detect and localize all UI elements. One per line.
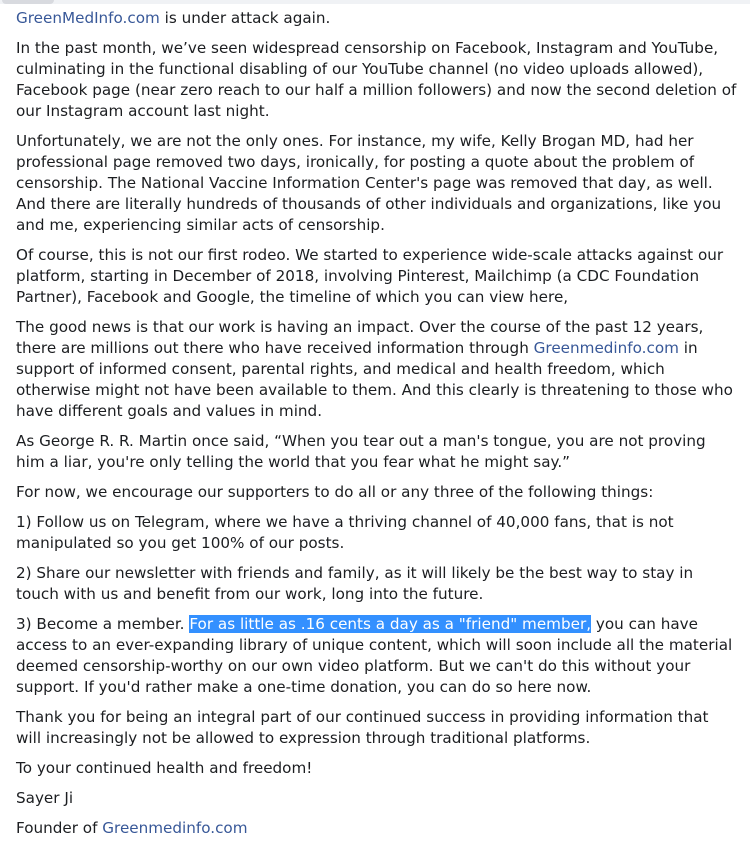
paragraph-good-news	[16, 317, 738, 422]
founder-text: Founder of	[16, 819, 103, 837]
membership-text-after: you can have access to an ever-expanding library of unique content, which will soon include all the material deemed censorship-worthy on our own video platform. But we can't do this without your support. If you'd rather make a one-time donation, you can do so here now.	[16, 615, 733, 696]
greenmedinfo-inline-link[interactable]: Greenmedinfo.com	[533, 339, 679, 357]
paragraph-for-now: For now, we encourage our supporters to do all or any three of the following things:	[16, 483, 654, 501]
paragraph-closing: To your continued health and freedom!	[16, 759, 313, 777]
paragraph-membership	[16, 614, 738, 698]
intro-paragraph	[16, 8, 738, 29]
paragraph-first-rodeo: Of course, this is not our first rodeo. We started to experience wide-scale attacks against our platform, starting in December of 2018, involving Pinterest, Mailchimp (a CDC Foundation Partner), Facebook and Google, the timeline of which you can view here,	[16, 246, 724, 306]
post-body	[16, 0, 738, 848]
paragraph-newsletter: 2) Share our newsletter with friends and family, as it will likely be the best way to stay in touch with us and benefit from our work, long into the future.	[16, 564, 694, 603]
paragraph-not-only-ones: Unfortunately, we are not the only ones. For instance, my wife, Kelly Brogan MD, had her professional page removed two days, ironically, for posting a quote about the problem of censorship. The National Vaccine Information Center's page was removed that day, as well. And there are literally hundreds of thousands of other individuals and organizations, like you and me, experiencing similar acts of censorship.	[16, 132, 722, 234]
membership-text-before: 3) Become a member.	[16, 615, 190, 633]
paragraph-quote: As George R. R. Martin once said, “When you tear out a man's tongue, you are not proving him a liar, you're only telling the world that you fear what he might say.”	[16, 432, 706, 471]
good-news-text-before: The good news is that our work is having an impact. Over the course of the past 12 years, there are millions out there who have received information through	[16, 318, 704, 357]
paragraph-censorship: In the past month, we’ve seen widespread censorship on Facebook, Instagram and YouTube, culminating in the functional disabling of our YouTube channel (no video uploads allowed), Facebook page (near zero reach to our half a million followers) and now the second deletion of our Instagram account last night.	[16, 39, 737, 120]
paragraph-thank-you: Thank you for being an integral part of our continued success in providing information that will increasingly not be allowed to expression through traditional platforms.	[16, 708, 709, 747]
selected-text-highlight[interactable]: For as little as .16 cents a day as a "friend" member,	[189, 615, 592, 633]
intro-text: is under attack again.	[159, 9, 331, 27]
good-news-text-after: in support of informed consent, parental rights, and medical and health freedom, which otherwise might not have been available to them. And this clearly is threatening to those who have different goals and values in mind.	[16, 339, 733, 420]
greenmedinfo-link[interactable]: GreenMedInfo.com	[16, 9, 160, 27]
paragraph-telegram: 1) Follow us on Telegram, where we have a thriving channel of 40,000 fans, that is not manipulated so you get 100% of our posts.	[16, 513, 674, 552]
signature-name: Sayer Ji	[16, 789, 74, 807]
signature-founder	[16, 818, 738, 839]
founder-greenmedinfo-link[interactable]: Greenmedinfo.com	[102, 819, 248, 837]
